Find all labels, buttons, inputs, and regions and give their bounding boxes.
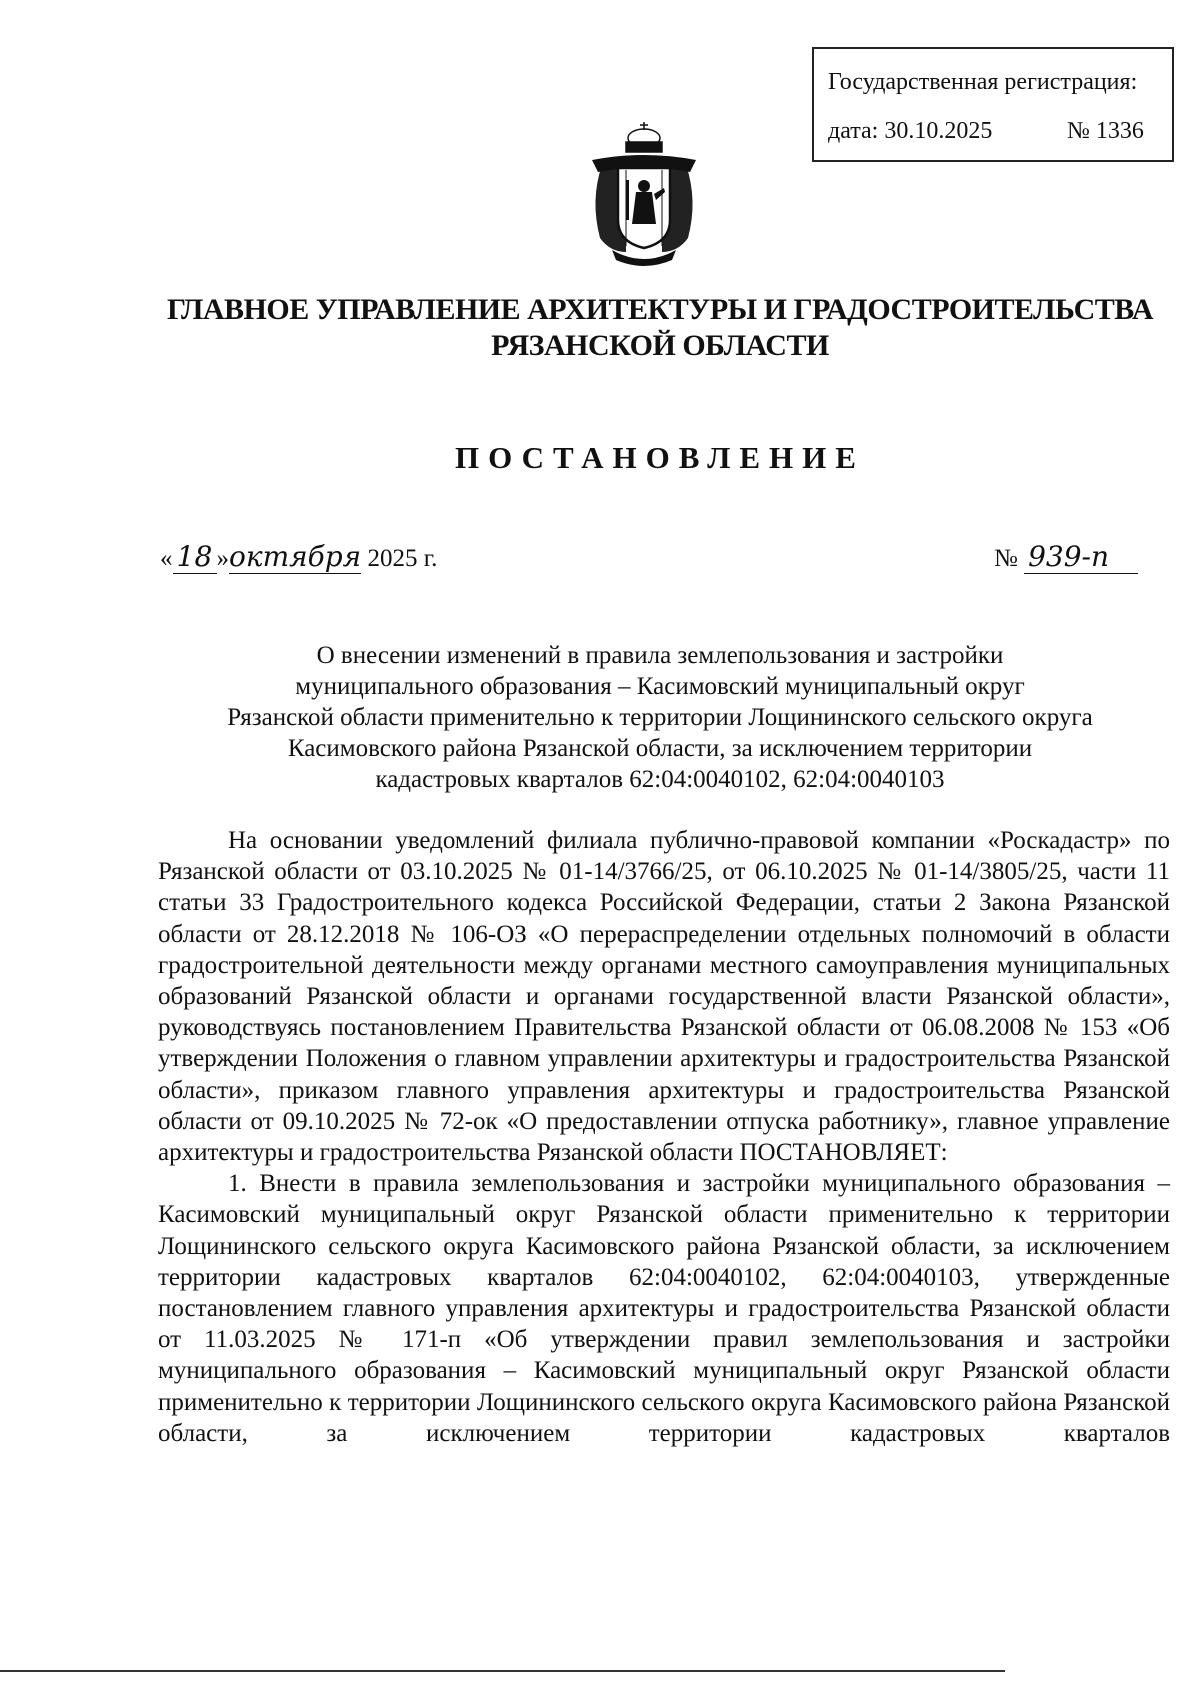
date-open-quote: «: [160, 545, 173, 572]
document-date: [160, 540, 437, 574]
document-subject: [150, 640, 1170, 795]
document-type-heading: ПОСТАНОВЛЕНИЕ: [455, 440, 865, 475]
document-body: [158, 825, 1170, 1449]
subject-line: О внесении изменений в правила землепользования и застройки: [316, 642, 1004, 669]
date-day: 18: [173, 540, 217, 574]
bottom-rule: [0, 1670, 1005, 1672]
registration-title: Государственная регистрация:: [828, 69, 1138, 95]
preamble-paragraph: На основании уведомлений филиала публично-правовой компании «Роскадастр» по Рязанской области от 03.10.2025 № 01-14/3766/25, от 06.10.2025 № 01-14/3805/25, части 11 статьи 33 Градостроительного кодекса Российской Федерации, статьи 2 Закона Рязанской области от 28.12.2018 № 106-ОЗ «О перераспределении отдельных полномочий в области градостроительной деятельности между органами местного самоуправления муниципальных образований Рязанской области и органами государственной власти Рязанской области», руководствуясь постановлением Правительства Рязанской области от 06.08.2008 № 153 «Об утверждении Положения о главном управлении архитектуры и градостроительства Рязанской области», приказом главного управления архитектуры и градостроительства Рязанской области от 09.10.2025 № 72-ок «О предоставлении отпуска работнику», главное управление архитектуры и градостроительства Рязанской области ПОСТАНОВЛЯЕТ:: [158, 827, 1170, 1167]
registration-number: № 1336: [1067, 118, 1144, 144]
document-number-prefix: №: [994, 545, 1018, 572]
date-month: октября: [229, 540, 362, 573]
subject-line: Касимовского района Рязанской области, за исключением территории: [287, 735, 1033, 762]
date-close-quote: »: [216, 545, 229, 572]
document-number: [994, 540, 1138, 574]
coat-of-arms-icon: [582, 120, 706, 270]
item-1-paragraph: 1. Внести в правила землепользования и застройки муниципального образования – Касимовский муниципальный округ Рязанской области применительно к территории Лощининского сельского округа Касимовского района Рязанской области, за исключением территории кадастровых кварталов 62:04:0040102, 62:04:0040103, утвержденные постановлением главного управления архитектуры и градостроительства Рязанской области от 11.03.2025 № 171-п «Об утверждении правил землепользования и застройки муниципального образования – Касимовский муниципальный округ Рязанской области применительно к территории Лощининского сельского округа Касимовского района Рязанской области, за исключением территории кадастровых кварталов: [158, 1170, 1170, 1447]
registration-stamp: [812, 47, 1174, 162]
subject-line: Рязанской области применительно к территории Лощининского сельского округа: [227, 704, 1093, 731]
organization-title-line2: РЯЗАНСКОЙ ОБЛАСТИ: [491, 329, 829, 362]
registration-date: дата: 30.10.2025: [828, 118, 993, 144]
subject-line: муниципального образования – Касимовский муниципальный округ: [295, 673, 1025, 700]
subject-line: кадастровых кварталов 62:04:0040102, 62:04:0040103: [375, 766, 945, 793]
organization-title: [0, 292, 1200, 364]
document-number-value: 939-п: [1024, 540, 1138, 574]
date-year: 2025 г.: [367, 545, 438, 572]
organization-title-line1: ГЛАВНОЕ УПРАВЛЕНИЕ АРХИТЕКТУРЫ И ГРАДОСТРОИТЕЛЬСТВА: [166, 293, 1154, 326]
